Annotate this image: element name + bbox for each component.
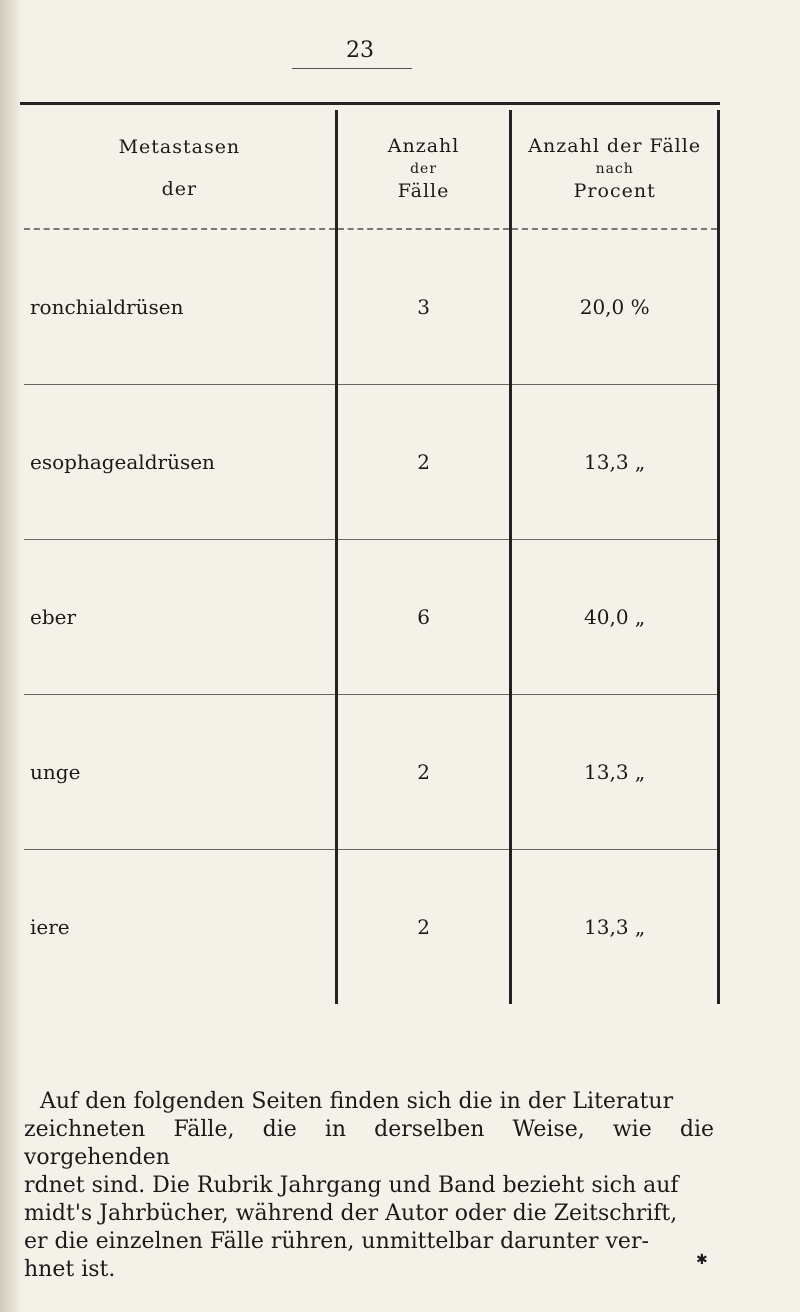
percent-cell: 13,3 „ [511, 385, 719, 540]
header-procent-line1: Anzahl der Fälle [528, 135, 702, 157]
organ-cell: ronchialdrüsen [24, 229, 336, 385]
header-metastasen-line2: der [161, 178, 198, 200]
paragraph-line: er die einzelnen Fälle rühren, unmittelbar darunter ver- [24, 1229, 649, 1254]
organ-cell: unge [24, 695, 336, 850]
percent-cell: 13,3 „ [511, 695, 719, 850]
count-cell: 3 [336, 229, 511, 385]
percent-cell: 13,3 „ [511, 850, 719, 1005]
paragraph-line [24, 1088, 714, 1116]
count-cell: 2 [336, 850, 511, 1005]
table-top-rule [20, 102, 720, 105]
header-metastasen [24, 110, 336, 229]
page-binding-edge [0, 0, 22, 1312]
count-cell: 2 [336, 695, 511, 850]
table-row [24, 385, 719, 540]
header-anzahl-line1: Anzahl [387, 135, 460, 157]
paragraph-line: zeichneten Fälle, die in derselben Weise, wie die vorgehenden [24, 1117, 714, 1170]
page-number: 23 [346, 38, 374, 63]
organ-cell: esophagealdrüsen [24, 385, 336, 540]
header-procent-line2: nach [595, 160, 634, 177]
table-row [24, 850, 719, 1005]
paragraph-line: rdnet sind. Die Rubrik Jahrgang und Band bezieht sich auf [24, 1173, 679, 1198]
percent-cell: 40,0 „ [511, 540, 719, 695]
paragraph-line-text: Auf den folgenden Seiten finden sich die in der Literatur [40, 1089, 674, 1114]
header-anzahl-line2: der [410, 160, 438, 177]
printer-mark-icon: ✱ [696, 1252, 708, 1268]
header-procent [511, 110, 719, 229]
page-number-rule [292, 68, 412, 69]
table-row [24, 695, 719, 850]
header-anzahl-line3: Fälle [397, 180, 450, 203]
organ-cell: iere [24, 850, 336, 1005]
organ-cell: eber [24, 540, 336, 695]
body-paragraph [24, 1088, 714, 1284]
metastases-table [24, 110, 720, 1004]
percent-cell: 20,0 % [511, 229, 719, 385]
count-cell: 6 [336, 540, 511, 695]
count-cell: 2 [336, 385, 511, 540]
paragraph-line: midt's Jahrbücher, während der Autor oder die Zeitschrift, [24, 1201, 678, 1226]
table-row [24, 229, 719, 385]
header-anzahl [336, 110, 511, 229]
paragraph-line: hnet ist. [24, 1257, 116, 1282]
header-procent-line3: Procent [573, 180, 656, 203]
header-metastasen-line1: Metastasen [118, 136, 241, 159]
table-header-row [24, 110, 719, 229]
table-row [24, 540, 719, 695]
